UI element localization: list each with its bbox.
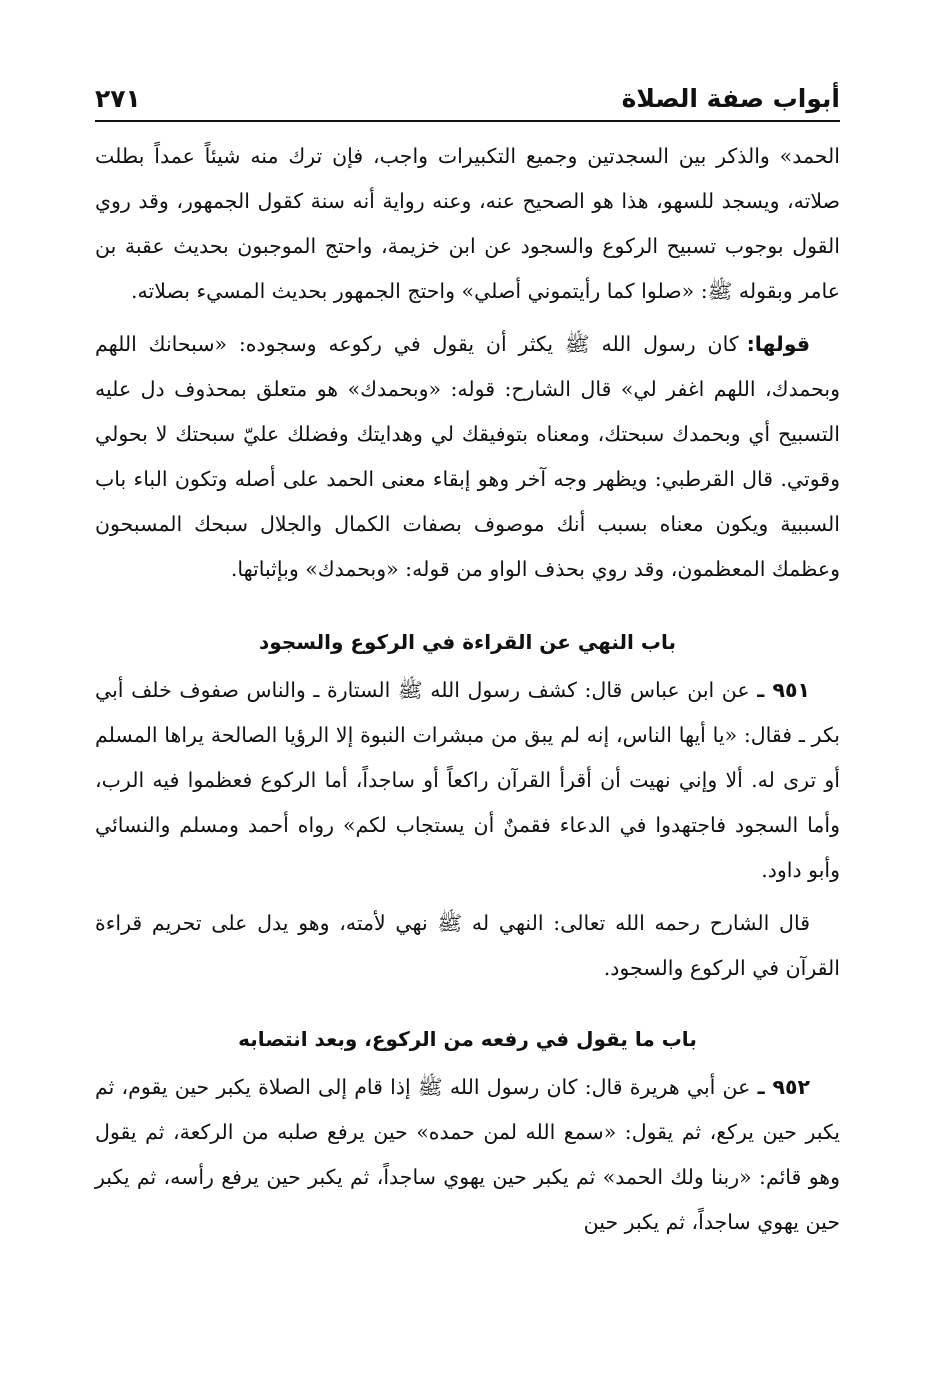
section-heading-rising: باب ما يقول في رفعه من الركوع، وبعد انتصابه: [238, 1027, 697, 1051]
book-page: [95, 80, 840, 1245]
page-number: ٢٧١: [95, 84, 141, 113]
hadith-951: [95, 668, 840, 893]
paragraph-body: كان رسول الله ﷺ يكثر أن يقول في ركوعه وسجوده: «سبحانك اللهم وبحمدك، اللهم اغفر لي» قال الشارح: قوله: «وبحمدك» هو متعلق بمحذوف دل عليه التسبيح أي وبحمدك سبحتك، ومعناه بتوفيقك لي وهدايتك وفضلك عليّ سبحتك لا بحولي وقوتي. قال القرطبي: ويظهر وجه آخر وهو إبقاء معنى الحمد على أصله وتكون الباء باب السببية ويكون معناه بسبب أنك موصوف بصفات الكمال والجلال سبحك المسبحون وعظمك المعظمون، وقد روي بحذف الواو من قوله: «وبحمدك» وبإثباتها.: [95, 332, 840, 581]
hadith-952: [95, 1065, 840, 1245]
section-heading-prohibition: باب النهي عن القراءة في الركوع والسجود: [259, 630, 676, 654]
hadith-number: ٩٥١ ـ: [757, 678, 810, 702]
paragraph-lead-word: قولها:: [746, 332, 810, 356]
paragraph-qawluha: [95, 322, 840, 592]
commentary-paragraph: قال الشارح رحمه الله تعالى: النهي له ﷺ نهي لأمته، وهو يدل على تحريم قراءة القرآن في الركوع والسجود.: [95, 911, 840, 980]
hadith-text: عن ابن عباس قال: كشف رسول الله ﷺ الستارة ـ والناس صفوف خلف أبي بكر ـ فقال: «يا أيها الناس، إنه لم يبق من مبشرات النبوة إلا الرؤيا الصالحة يراها المسلم أو ترى له. ألا وإني نهيت أن أقرأ القرآن راكعاً أو ساجداً، أما الركوع فعظموا فيه الرب، وأما السجود فاجتهدوا في الدعاء فقمنٌ أن يستجاب لكم» رواه أحمد ومسلم والنسائي وأبو داود.: [95, 678, 840, 882]
running-title: أبواب صفة الصلاة: [621, 84, 840, 113]
page-header: [95, 80, 840, 122]
paragraph-continuation: الحمد» والذكر بين السجدتين وجميع التكبيرات واجب، فإن ترك منه شيئاً عمداً بطلت صلاته، ويسجد للسهو، هذا هو الصحيح عنه، وعنه رواية أنه سنة كقول الجمهور، وقد روي القول بوجوب تسبيح الركوع والسجود عن ابن خزيمة، واحتج الموجبون بحديث عقبة بن عامر وبقوله ﷺ: «صلوا كما رأيتموني أصلي» واحتج الجمهور بحديث المسيء بصلاته.: [95, 144, 840, 303]
hadith-text: عن أبي هريرة قال: كان رسول الله ﷺ إذا قام إلى الصلاة يكبر حين يقوم، ثم يكبر حين يركع، ثم يقول: «سمع الله لمن حمده» حين يرفع صلبه من الركعة، ثم يقول وهو قائم: «ربنا ولك الحمد» ثم يكبر حين يهوي ساجداً، ثم يكبر حين يرفع رأسه، ثم يكبر حين يهوي ساجداً، ثم يكبر حين: [95, 1075, 840, 1234]
hadith-number: ٩٥٢ ـ: [757, 1075, 810, 1099]
